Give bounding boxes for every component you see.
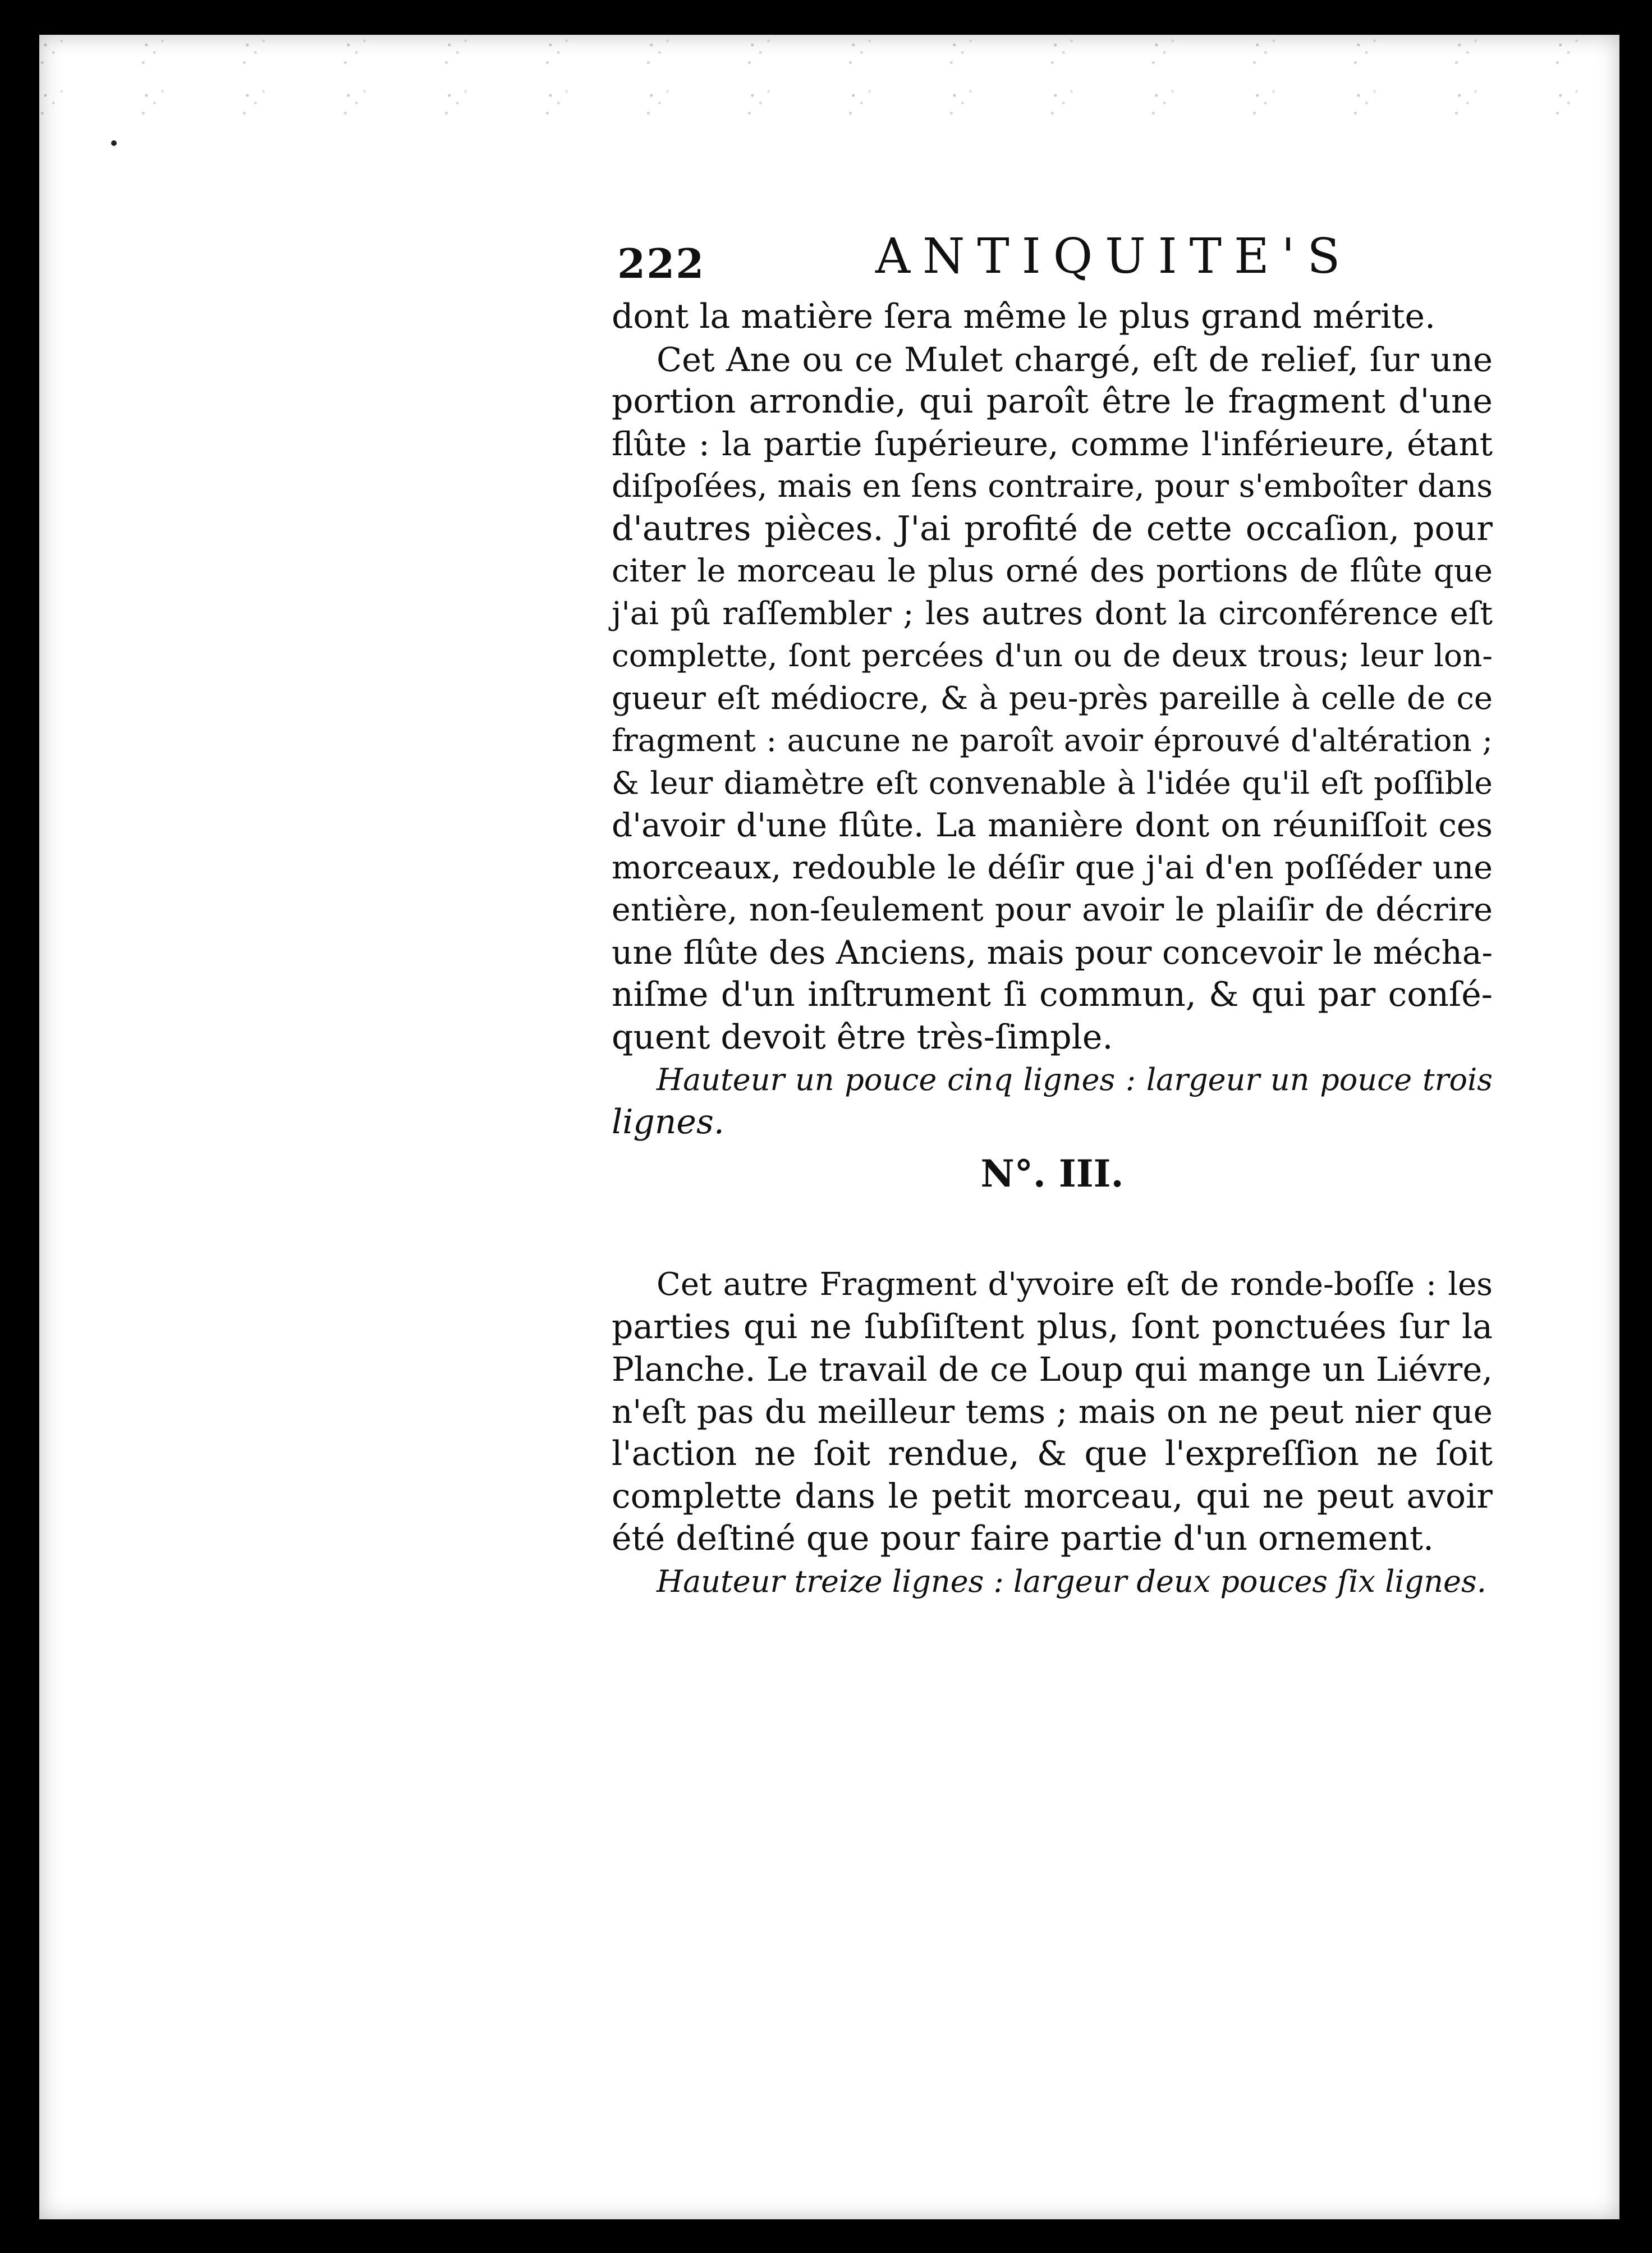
text-line: quent devoit être très-ſimple.	[612, 1017, 1113, 1057]
text-line: lignes.	[612, 1102, 724, 1142]
page-number: 222	[617, 240, 705, 287]
text-line: morceaux, redouble le déſir que j'ai d'en poſſéder une	[612, 849, 1493, 886]
text-line: parties qui ne ſubſiſtent plus, ſont ponctuées ſur la	[612, 1307, 1493, 1347]
text-line: l'action ne ſoit rendue, & que l'expreſſion ne ſoit	[612, 1434, 1493, 1473]
paragraph-3	[612, 1263, 1493, 1560]
text-line: j'ai pû raſſembler ; les autres dont la circonférence eſt	[612, 595, 1493, 632]
text-line: & leur diamètre eſt convenable à l'idée qu'il eſt poſſible	[612, 764, 1493, 801]
text-line: citer le morceau le plus orné des portions de flûte que	[612, 553, 1493, 589]
worn-edge-speckle	[39, 35, 1619, 136]
dimensions-2	[612, 1560, 1493, 1603]
text-line: d'autres pièces. J'ai profité de cette occaſion, pour	[612, 509, 1493, 548]
text-line: portion arrondie, qui paroît être le fragment d'une	[612, 382, 1493, 421]
running-head: ANTIQUITE'S	[875, 228, 1353, 285]
paragraph-2	[612, 338, 1493, 1059]
text-line: diſpoſées, mais en ſens contraire, pour s'emboîter dans	[612, 468, 1493, 505]
text-line: complette, ſont percées d'un ou de deux trous; leur lon-	[612, 638, 1493, 674]
text-line: complette dans le petit morceau, qui ne peut avoir	[612, 1476, 1493, 1516]
text-line: entière, non-ſeulement pour avoir le plaiſir de décrire	[612, 891, 1493, 928]
text-line: flûte : la partie ſupérieure, comme l'inférieure, étant	[612, 424, 1493, 463]
text-line: été deſtiné que pour faire partie d'un ornement.	[612, 1519, 1434, 1558]
text-line: fragment : aucune ne paroît avoir éprouvé d'altération ;	[612, 722, 1493, 758]
page-text-block	[612, 228, 1493, 1602]
text-line: Cet Ane ou ce Mulet chargé, eſt de relief, ſur une	[657, 340, 1493, 379]
text-line: d'avoir d'une flûte. La manière dont on réuniſſoit ces	[612, 806, 1493, 844]
text-line: gueur eſt médiocre, & à peu-près pareille à celle de ce	[612, 680, 1493, 717]
text-line: une flûte des Anciens, mais pour concevoir le mécha-	[612, 933, 1493, 972]
text-line: Hauteur treize lignes : largeur deux pouces ſix lignes.	[657, 1563, 1486, 1599]
paragraph-1	[612, 296, 1493, 338]
text-line: Planche. Le travail de ce Loup qui mange un Liévre,	[612, 1350, 1493, 1389]
ink-spot	[111, 140, 117, 146]
page-header	[612, 228, 1493, 296]
text-line: Cet autre Fragment d'yvoire eſt de ronde-boſſe : les	[657, 1266, 1493, 1303]
dimensions-1	[612, 1059, 1493, 1143]
text-line: n'eſt pas du meilleur tems ; mais on ne peut nier que	[612, 1392, 1493, 1431]
section-title: N°. III.	[980, 1152, 1124, 1196]
book-page	[39, 35, 1619, 2219]
text-line: dont la matière ſera même le plus grand mérite.	[612, 297, 1436, 336]
text-line: niſme d'un inſtrument ſi commun, & qui par conſé-	[612, 975, 1493, 1014]
text-line: Hauteur un pouce cinq lignes : largeur un pouce trois	[657, 1062, 1493, 1097]
